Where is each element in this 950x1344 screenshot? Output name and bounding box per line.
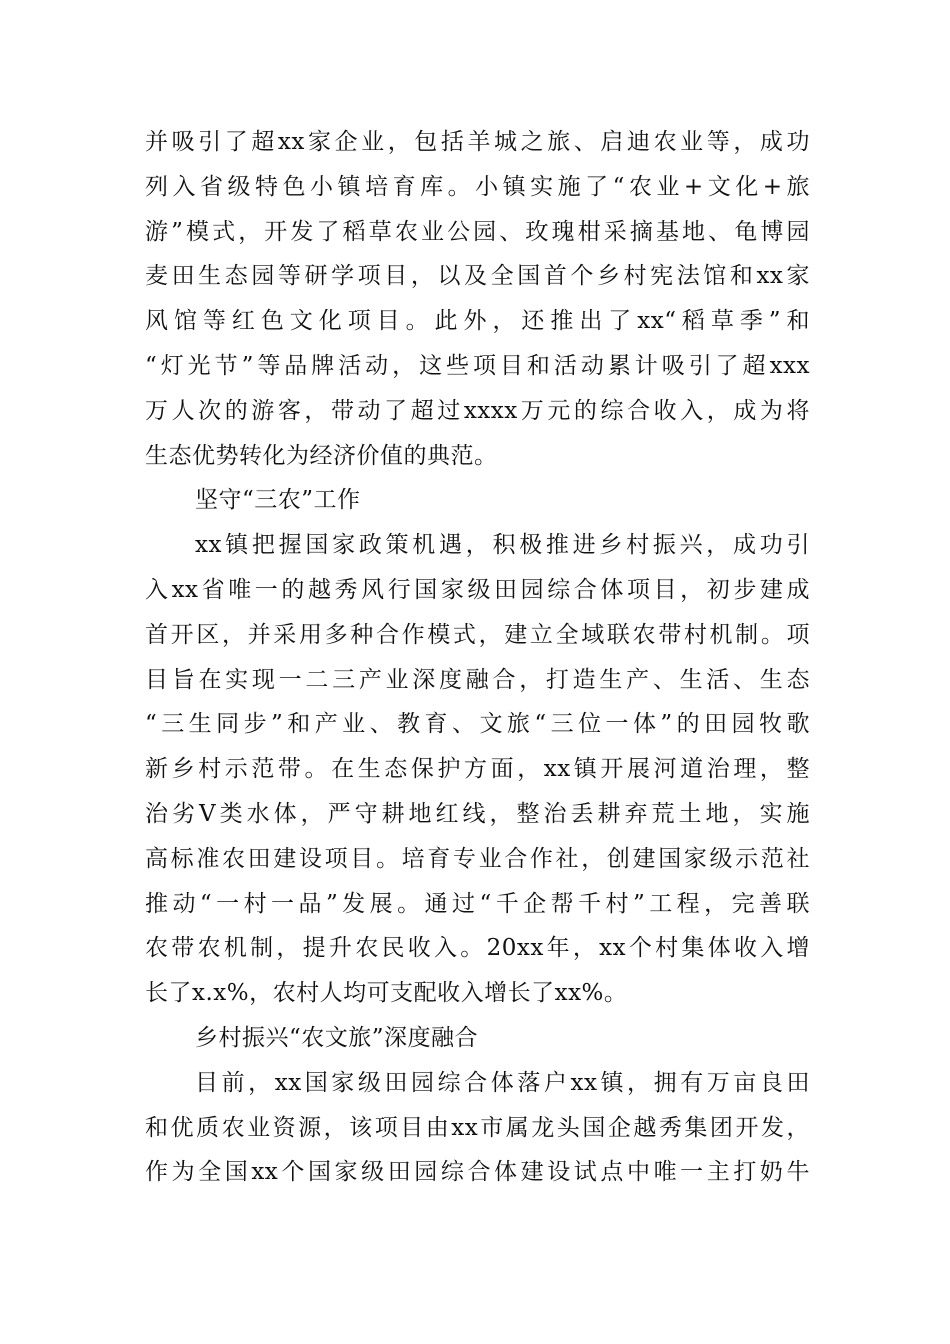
- paragraph-line: 目旨在实现一二三产业深度融合，打造生产、生活、生态: [145, 666, 810, 693]
- paragraph-line: 列入省级特色小镇培育库。小镇实施了“农业+文化+旅: [145, 173, 810, 200]
- paragraph-line: 并吸引了超xx家企业，包括羊城之旅、启迪农业等，成功: [145, 129, 810, 155]
- paragraph-line: 游”模式，开发了稻草农业公园、玫瑰柑采摘基地、龟博园: [145, 218, 810, 245]
- paragraph-line: 和优质农业资源，该项目由xx市属龙头国企越秀集团开发，: [145, 1114, 810, 1141]
- document-body: [145, 120, 810, 1195]
- section-heading: 坚守“三农”工作: [195, 487, 361, 514]
- paragraph-line: 推动“一村一品”发展。通过“千企帮千村”工程，完善联: [145, 890, 810, 917]
- paragraph-line: “灯光节”等品牌活动，这些项目和活动累计吸引了超xxx: [145, 352, 810, 379]
- paragraph-line: 高标准农田建设项目。培育专业合作社，创建国家级示范社: [145, 845, 810, 872]
- paragraph-line: 新乡村示范带。在生态保护方面，xx镇开展河道治理，整: [145, 756, 810, 783]
- paragraph-line: 治劣V类水体，严守耕地红线，整治丢耕弃荒土地，实施: [145, 800, 810, 827]
- paragraph-line: 目前，xx国家级田园综合体落户xx镇，拥有万亩良田: [195, 1069, 810, 1096]
- paragraph-line: 首开区，并采用多种合作模式，建立全域联农带村机制。项: [145, 621, 810, 648]
- paragraph-line: 生态优势转化为经济价值的典范。: [145, 442, 498, 469]
- paragraph-line: “三生同步”和产业、教育、文旅“三位一体”的田园牧歌: [145, 711, 810, 738]
- paragraph-line: 麦田生态园等研学项目，以及全国首个乡村宪法馆和xx家: [145, 263, 810, 290]
- section-heading: 乡村振兴“农文旅”深度融合: [195, 1024, 479, 1051]
- paragraph-line: 长了x.x%，农村人均可支配收入增长了xx%。: [145, 980, 628, 1007]
- paragraph-line: 入xx省唯一的越秀风行国家级田园综合体项目，初步建成: [145, 576, 810, 603]
- paragraph-line: 风馆等红色文化项目。此外，还推出了xx“稻草季”和: [145, 308, 810, 335]
- paragraph-line: 万人次的游客，带动了超过xxxx万元的综合收入，成为将: [145, 397, 810, 424]
- paragraph-line: 农带农机制，提升农民收入。20xx年，xx个村集体收入增: [145, 935, 810, 962]
- paragraph-line: xx镇把握国家政策机遇，积极推进乡村振兴，成功引: [195, 532, 810, 559]
- paragraph-line: 作为全国xx个国家级田园综合体建设试点中唯一主打奶牛: [145, 1159, 810, 1186]
